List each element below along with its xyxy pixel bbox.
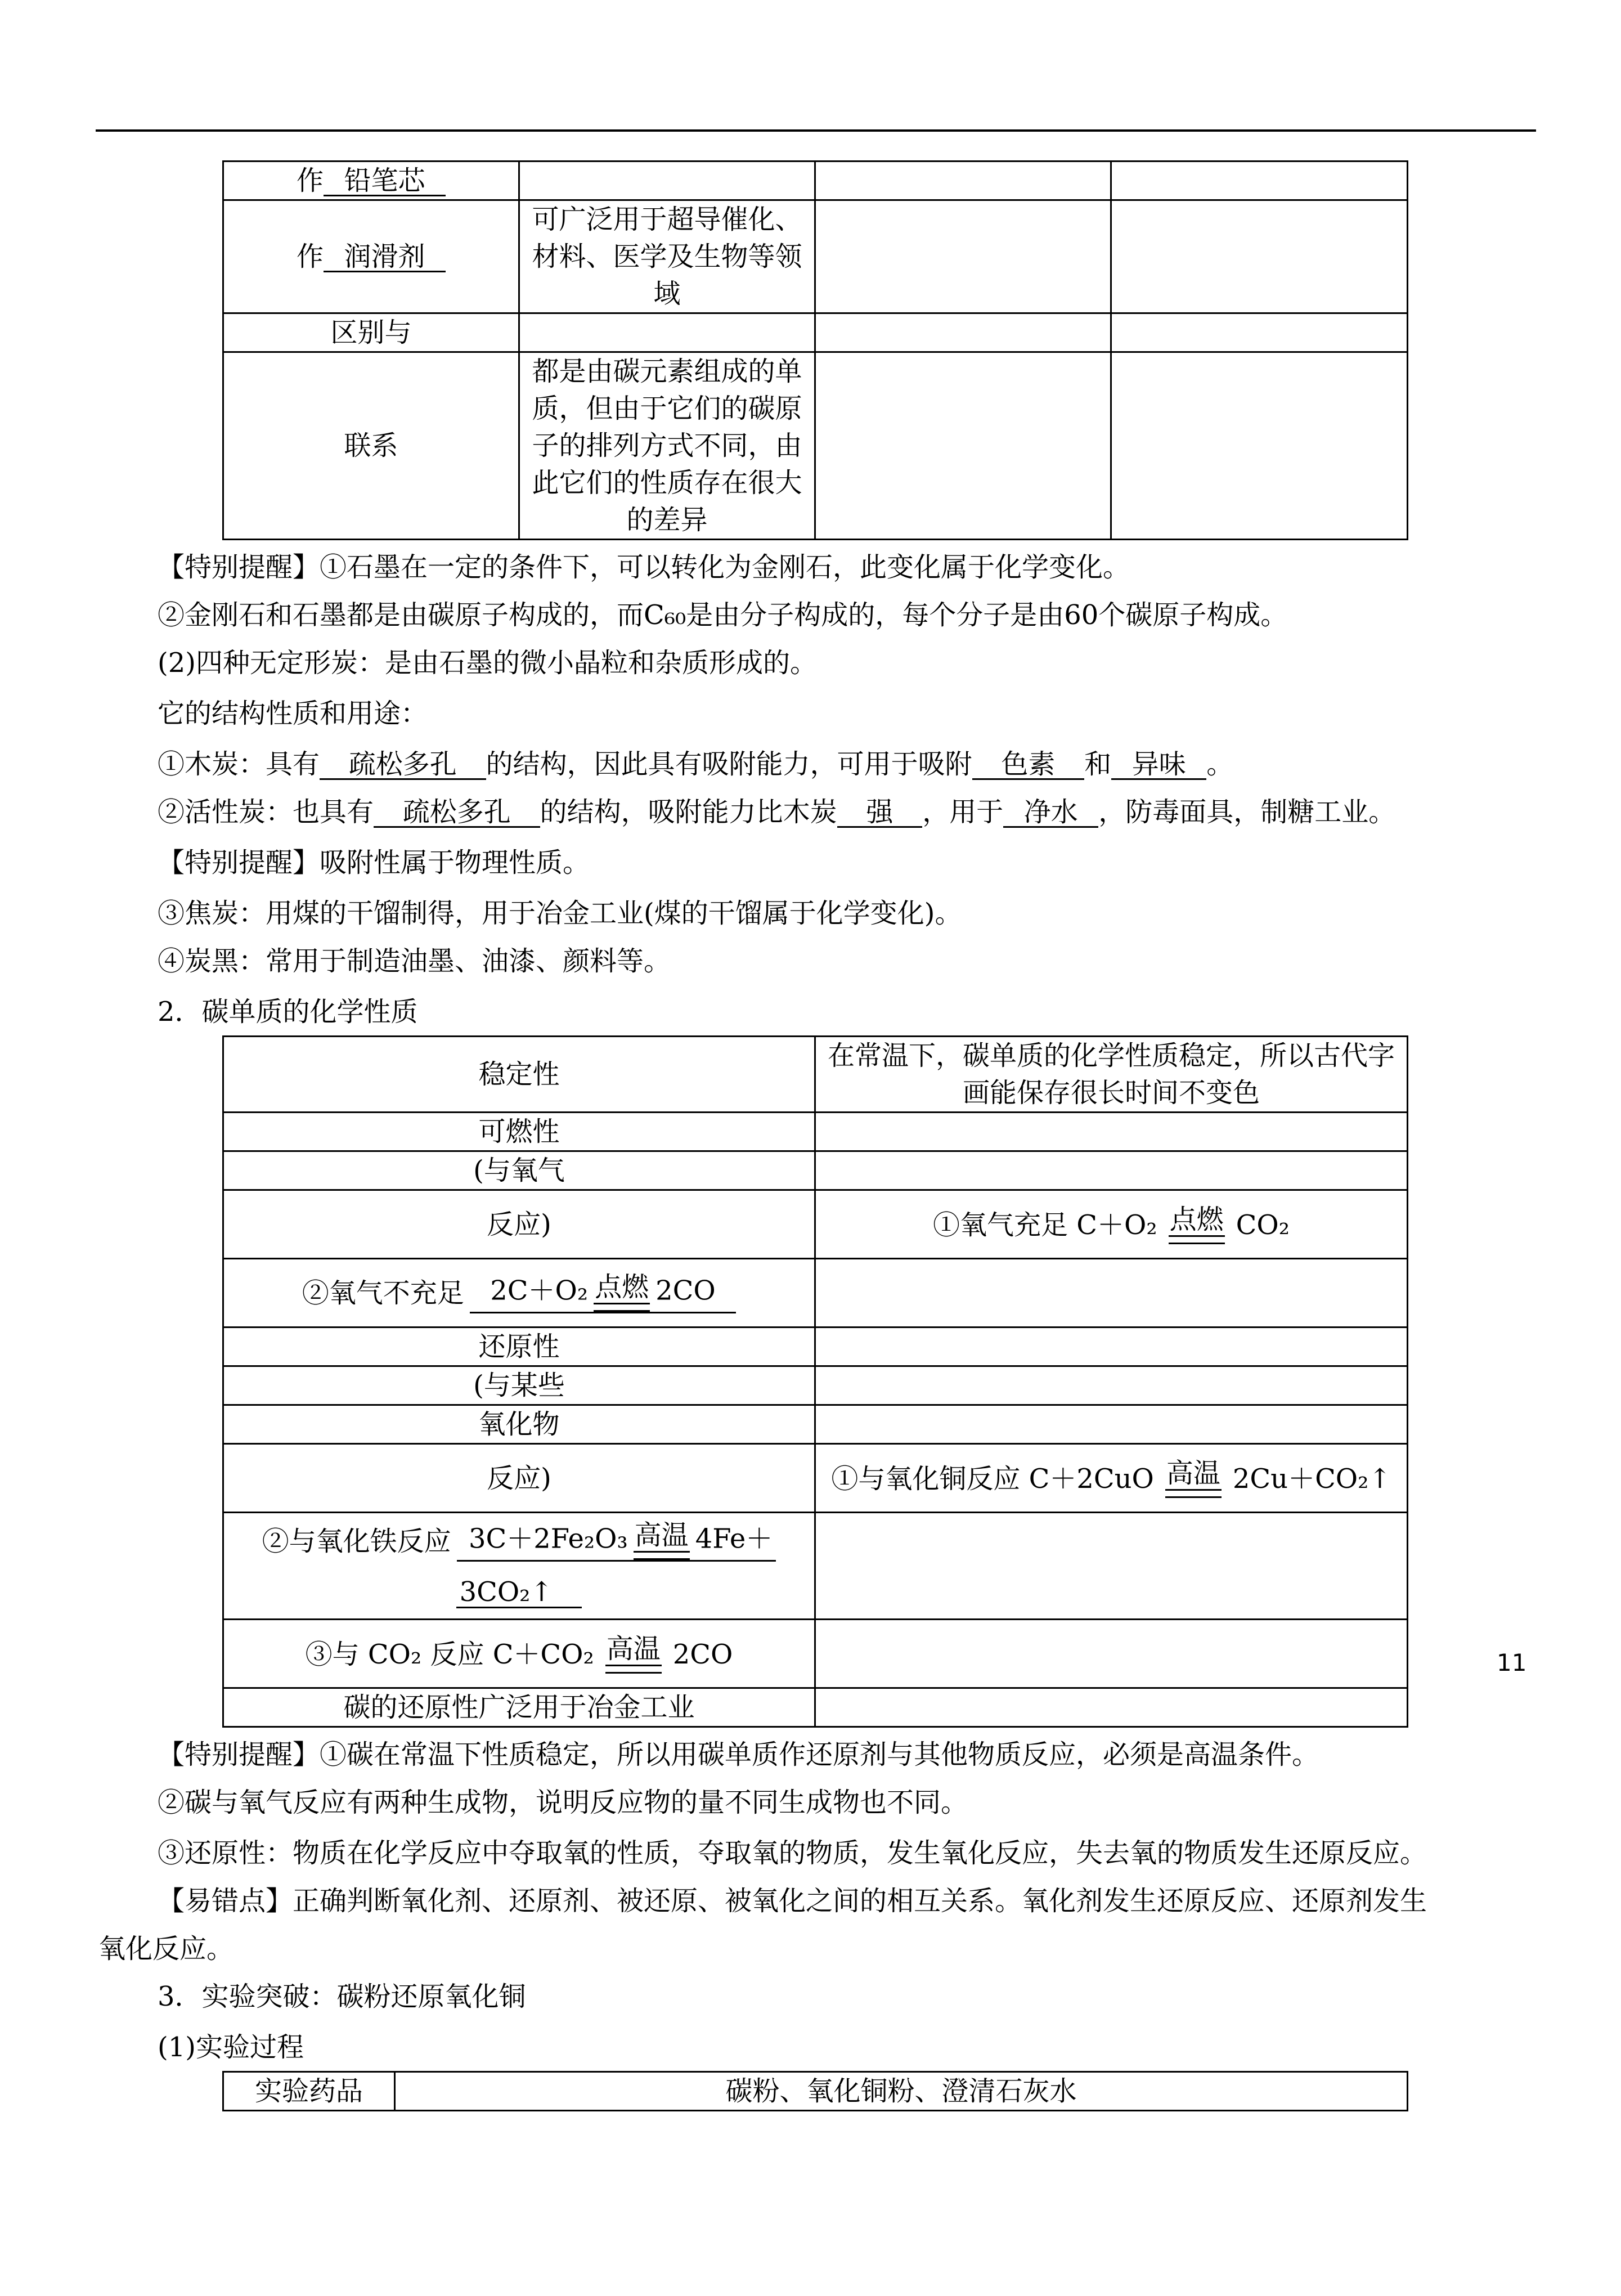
reaction-condition: 高温 [634,1522,690,1560]
carbon-allotrope-table [222,160,1408,540]
tip-paragraph: ②碳与氧气反应有两种生成物，说明反应物的量不同生成物也不同。 [158,1787,968,1818]
reaction-condition: 高温 [1165,1460,1222,1498]
answer-blank: 色素 [972,750,1085,780]
table2-cell [815,1405,1408,1444]
table2-cell [223,1620,815,1688]
tip-paragraph: ③还原性：物质在化学反应中夺取氧的性质，夺取氧的物质，发生氧化反应，失去氧的物质发生还原反应。 [158,1837,1427,1869]
table1-cell [815,352,1111,540]
section-heading: 3．实验突破：碳粉还原氧化铜 [158,1981,526,2012]
table2-cell [815,1444,1408,1513]
table1-cell: 作 润滑剂 [223,200,519,313]
paragraph: ②活性炭：也具有 疏松多孔 的结构，吸附能力比木炭 强 ，用于 净水 ，防毒面具，制糖工业。 [158,796,1396,828]
section-heading: 2．碳单质的化学性质 [158,996,418,1028]
table1-cell: 区别与 [223,313,519,352]
table2-cell: 还原性 [223,1328,815,1366]
table1-cell: 联系 [223,352,519,540]
table2-cell [223,1513,815,1620]
table2-cell: 在常温下，碳单质的化学性质稳定，所以古代字画能保存很长时间不变色 [815,1037,1408,1113]
answer-blank: 3C＋2Fe₂O₃ 高温 4Fe＋ [457,1522,776,1562]
table2-cell: 稳定性 [223,1037,815,1113]
answer-blank: 净水 [1003,798,1098,828]
table2-cell [815,1366,1408,1405]
table1-cell [1111,352,1408,540]
table1-cell [1111,313,1408,352]
table2-cell [815,1688,1408,1727]
answer-blank: 疏松多孔 [320,750,486,780]
tip-paragraph: 【特别提醒】①石墨在一定的条件下，可以转化为金刚石，此变化属于化学变化。 [158,551,1130,583]
paragraph: 它的结构性质和用途： [158,698,428,729]
error-note: 【易错点】正确判断氧化剂、还原剂、被还原、被氧化之间的相互关系。氧化剂发生还原反应、还原剂发生 [158,1885,1427,1917]
table2-cell: (与某些 [223,1366,815,1405]
table2-cell: (与氧气 [223,1151,815,1190]
tip-paragraph: 【特别提醒】①碳在常温下性质稳定，所以用碳单质作还原剂与其他物质反应，必须是高温条件。 [158,1739,1319,1770]
header-rule [96,129,1536,132]
table1-cell [519,162,815,200]
table2-cell: 碳的还原性广泛用于冶金工业 [223,1688,815,1727]
table1-cell [815,200,1111,313]
table2-cell: 氧化物 [223,1405,815,1444]
page-number: 11 [1497,1649,1527,1676]
answer-blank: 2C＋O₂ 点燃 2CO [470,1273,737,1313]
reaction-condition: 高温 [605,1635,662,1674]
reaction-condition: 点燃 [1169,1206,1225,1244]
answer-blank: 3CO₂↑ [456,1578,582,1608]
table3-label: 实验药品 [223,2072,395,2111]
tip-paragraph: ②金刚石和石墨都是由碳原子构成的，而C₆₀是由分子构成的，每个分子是由60个碳原子构成。 [158,599,1288,631]
answer-blank: 润滑剂 [324,243,446,272]
table3-value: 碳粉、氧化铜粉、澄清石灰水 [395,2072,1408,2111]
table2-cell [815,1190,1408,1259]
answer-blank: 疏松多孔 [374,798,540,828]
equation: ②与氧化铁反应 3C＋2Fe₂O₃ 高温 4Fe＋ [262,1516,776,1567]
answer-blank: 铅笔芯 [324,167,446,196]
error-note: 氧化反应。 [98,1933,234,1965]
table2-cell [223,1259,815,1328]
table2-cell [815,1328,1408,1366]
paragraph: ①木炭：具有 疏松多孔 的结构，因此具有吸附能力，可用于吸附 色素 和 异味 。 [158,748,1234,780]
table2-cell [815,1113,1408,1151]
answer-blank: 强 [837,798,923,828]
table2-cell [815,1151,1408,1190]
table2-cell: 可燃性 [223,1113,815,1151]
table1-cell [1111,200,1408,313]
table1-cell: 可广泛用于超导催化、材料、医学及生物等领域 [519,200,815,313]
equation: ①与氧化铜反应 C＋2CuO 高温 2Cu＋CO₂↑ [831,1460,1391,1498]
answer-blank: 异味 [1111,750,1206,780]
table2-cell [815,1259,1408,1328]
table1-cell [815,313,1111,352]
paragraph: ③焦炭：用煤的干馏制得，用于冶金工业(煤的干馏属于化学变化)。 [158,898,962,929]
experiment-materials-table [222,2071,1408,2111]
equation: ②氧气不充足 2C＋O₂ 点燃 2CO [302,1273,737,1313]
paragraph: ④炭黑：常用于制造油墨、油漆、颜料等。 [158,945,671,977]
paragraph: (2)四种无定形炭：是由石墨的微小晶粒和杂质形成的。 [158,647,817,679]
table2-cell [815,1620,1408,1688]
equation: ③与 CO₂ 反应 C＋CO₂ 高温 2CO [306,1635,733,1674]
carbon-chemical-properties-table [222,1035,1408,1728]
table2-cell [815,1513,1408,1620]
table1-cell [519,313,815,352]
paragraph: (1)实验过程 [158,2032,304,2063]
table1-cell [815,162,1111,200]
reaction-condition: 点燃 [594,1273,650,1312]
table1-cell: 作 铅笔芯 [223,162,519,200]
equation: ①氧气充足 C＋O₂ 点燃 CO₂ [933,1206,1290,1244]
table2-cell: 反应) [223,1190,815,1259]
table1-cell: 都是由碳元素组成的单质，但由于它们的碳原子的排列方式不同，由此它们的性质存在很大的差异 [519,352,815,540]
table1-cell [1111,162,1408,200]
tip-paragraph: 【特别提醒】吸附性属于物理性质。 [158,847,590,878]
table2-cell: 反应) [223,1444,815,1513]
